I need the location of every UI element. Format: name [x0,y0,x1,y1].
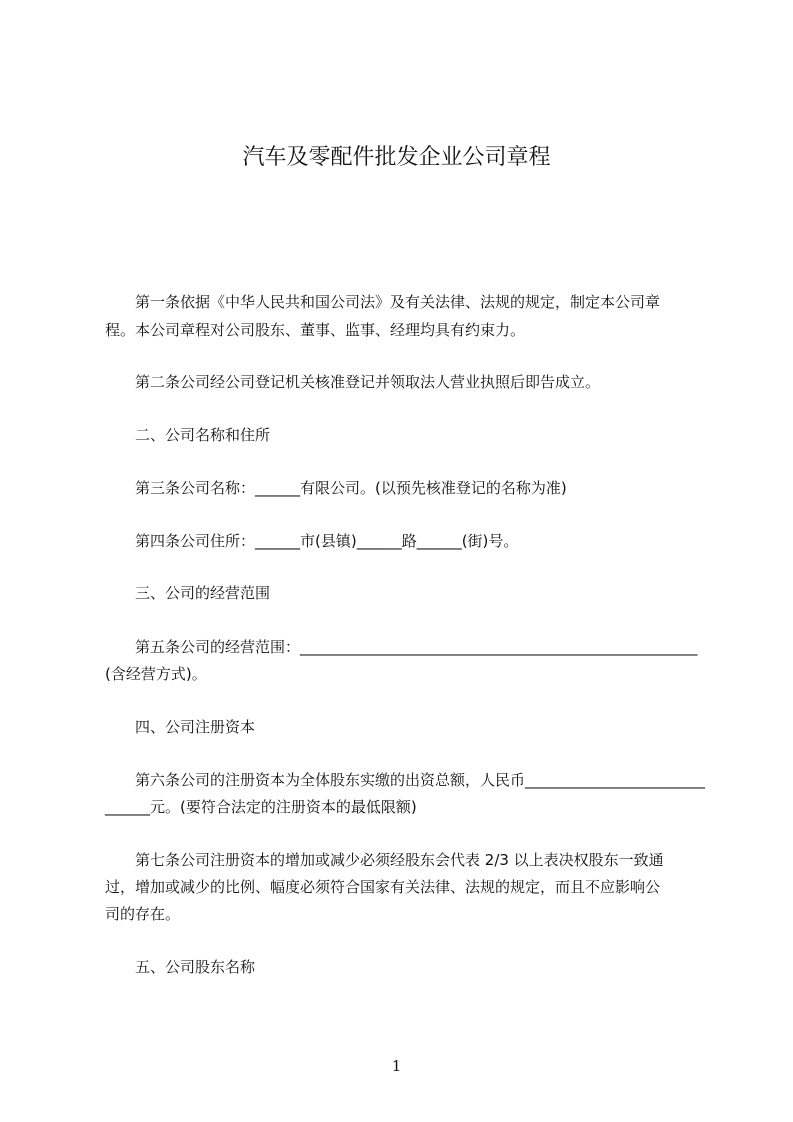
article-7-line-1: 第七条公司注册资本的增加或减少必须经股东会代表 2/3 以上表决权股东一致通 [135,851,664,869]
section-4-heading: 四、公司注册资本 [135,718,256,736]
article-3: 第三条公司名称：______有限公司。(以预先核准登记的名称为准) [135,479,567,497]
article-5-line-1: 第五条公司的经营范围：_____________________________________________________ [135,638,698,656]
article-4: 第四条公司住所：______市(县镇)______路______(街)号。 [135,532,519,550]
section-3-heading: 三、公司的经营范围 [135,584,271,602]
article-6-line-2: ______元。(要符合法定的注册资本的最低限额) [105,798,417,816]
article-1-line-2: 程。本公司章程对公司股东、董事、监事、经理均具有约束力。 [105,321,526,339]
page-number: 1 [391,1057,402,1075]
article-2: 第二条公司经公司登记机关核准登记并领取法人营业执照后即告成立。 [135,373,601,391]
document-title: 汽车及零配件批发企业公司章程 [242,145,551,170]
article-6-line-1: 第六条公司的注册资本为全体股东实缴的出资总额，人民币________________________ [135,771,706,789]
article-7-line-2: 过，增加或减少的比例、幅度必须符合国家有关法律、法规的规定，而且不应影响公 [105,878,661,896]
section-5-heading: 五、公司股东名称 [135,958,256,976]
section-2-heading: 二、公司名称和住所 [135,426,271,444]
article-5-line-2: (含经营方式)。 [105,665,207,683]
article-1-line-1: 第一条依据《中华人民共和国公司法》及有关法律、法规的规定，制定本公司章 [135,293,661,311]
article-7-line-3: 司的存在。 [105,905,181,923]
